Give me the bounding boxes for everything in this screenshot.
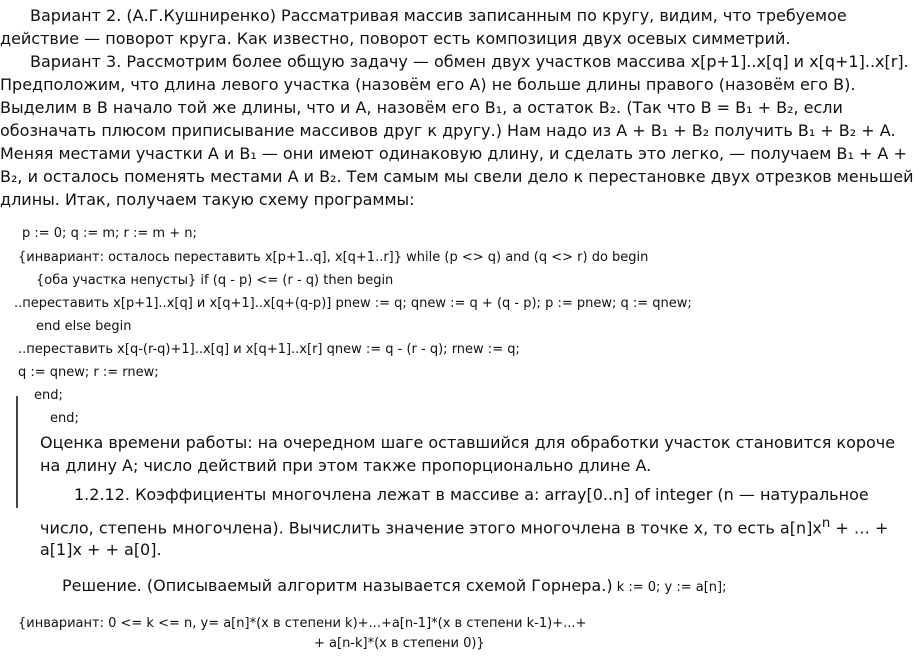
code-line: end else begin — [36, 319, 132, 334]
task-tail: + … + — [830, 518, 889, 538]
code-line: {инвариант: осталось переставить x[p+1..q], x[q+1..r]} while (p <> q) and (q <> r) do begin — [18, 250, 649, 265]
solution-label: Решение. (Описываемый алгоритм называется схемой Горнера.) — [62, 576, 613, 595]
code-line: q := qnew; r := rnew; — [18, 365, 159, 380]
vertical-divider — [16, 396, 18, 508]
paragraph-line: Выделим в B начало той же длины, что и A, назовём его B₁, а остаток B₂. (Так что B = B₁ + B₂, если — [0, 98, 843, 117]
invariant-line: + a[n-k]*(x в степени 0)} — [314, 636, 485, 651]
task-line: a[1]x + + a[0]. — [40, 540, 162, 559]
exponent: n — [821, 516, 831, 531]
code-line: ..переставить x[p+1]..x[q] и x[q+1]..x[q+(q-p)] pnew := q; qnew := q + (q - p); p := pnew; q := qnew; — [14, 296, 692, 311]
task-text: число, степень многочлена). Вычислить значение этого многочлена в точке x, то есть a[n]x — [40, 518, 822, 538]
task-line — [40, 516, 888, 537]
invariant-line: {инвариант: 0 <= k <= n, y= a[n]*(x в степени k)+...+a[n-1]*(x в степени k-1)+...+ — [18, 616, 587, 631]
paragraph-line: B₂, и осталось поменять местами A и B₂. Тем самым мы свели дело к перестановке двух отрезков меньшей — [0, 167, 914, 186]
code-line: p := 0; q := m; r := m + n; — [22, 226, 197, 241]
paragraph-line: Меняя местами участки A и B₁ — они имеют одинаковую длину, и сделать это легко, — получаем B₁ + A + — [0, 144, 907, 163]
paragraph-line: длины. Итак, получаем такую схему программы: — [0, 190, 415, 209]
code-line: ..переставить x[q-(r-q)+1]..x[q] и x[q+1]..x[r] qnew := q - (r - q); rnew := q; — [18, 342, 520, 357]
paragraph-line: обозначать плюсом приписывание массивов друг к другу.) Нам надо из A + B₁ + B₂ получить B₁ + B₂ + A. — [0, 121, 896, 140]
paragraph-line: Вариант 3. Рассмотрим более общую задачу — обмен двух участков массива x[p+1]..x[q] и x[q+1]..x[r]. — [30, 52, 909, 71]
paragraph-line: Вариант 2. (А.Г.Кушниренко) Рассматривая массив записанным по кругу, видим, что требуемое — [30, 6, 847, 25]
code-line: end; — [50, 411, 79, 426]
code-line: end; — [34, 388, 63, 403]
solution-line — [62, 576, 727, 595]
estimate-line: на длину A; число действий при этом также пропорционально длине A. — [40, 456, 652, 475]
task-line: 1.2.12. Коэффициенты многочлена лежат в массиве a: array[0..n] of integer (n — натуральное — [74, 485, 869, 504]
paragraph-line: Предположим, что длина левого участка (назовём его A) не больше длины правого (назовём его B). — [0, 75, 856, 94]
paragraph-line: действие — поворот круга. Как известно, поворот есть композиция двух осевых симметрий. — [0, 29, 791, 48]
solution-code: k := 0; y := a[n]; — [612, 580, 727, 595]
code-line: {оба участка непусты} if (q - p) <= (r - q) then begin — [36, 273, 394, 288]
estimate-line: Оценка времени работы: на очередном шаге оставшийся для обработки участок становится короче — [40, 433, 896, 452]
